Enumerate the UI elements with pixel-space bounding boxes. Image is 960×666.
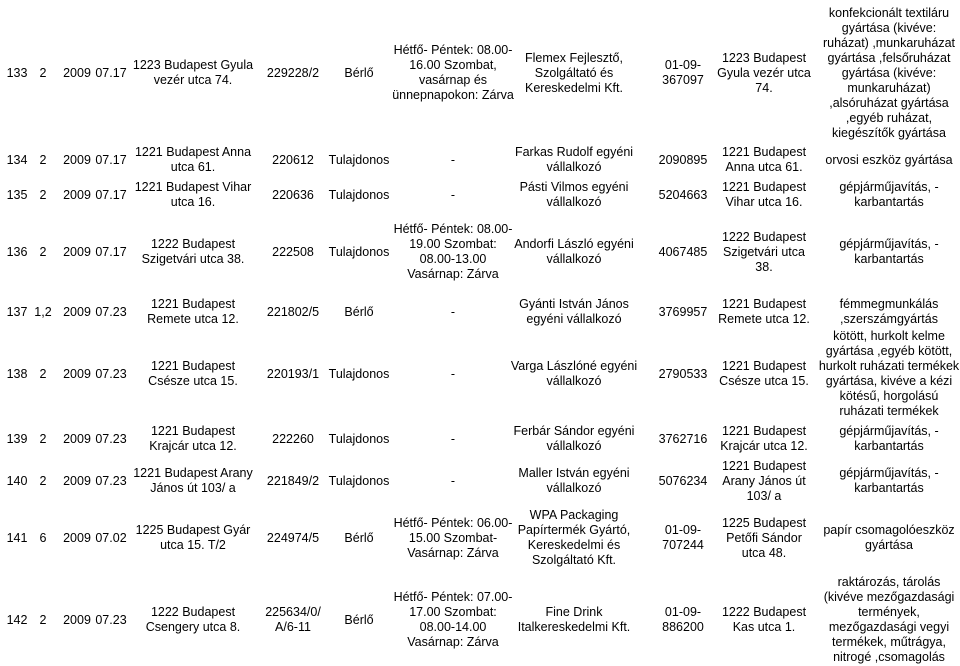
seat-address: 1221 Budapest Arany János út 103/ a (721, 458, 807, 503)
operator-name: Varga Lászlóné egyéni vállalkozó (510, 359, 638, 388)
category: 2 (39, 65, 47, 80)
category: 1,2 (34, 304, 52, 319)
table-row (0, 574, 960, 666)
category: 2 (39, 187, 47, 202)
registration-number: 2090895 (658, 152, 708, 167)
operator-name: Pásti Vilmos egyéni vállalkozó (519, 180, 629, 209)
table-row (0, 460, 960, 502)
operator-name: Gyánti István János egyéni vállalkozó (519, 297, 629, 326)
registration-number: 01-09-367097 (662, 58, 704, 87)
opening-hours: - (450, 152, 456, 167)
category: 2 (39, 612, 47, 627)
seat-address: 1221 Budapest Remete utca 12. (718, 297, 810, 326)
legal-status: Tulajdonos (328, 431, 390, 446)
category: 2 (39, 473, 47, 488)
row-number: 137 (6, 304, 28, 319)
legal-status: Bérlő (344, 304, 374, 319)
table-row (0, 178, 960, 212)
site-address: 1221 Budapest Krajcár utca 12. (149, 424, 237, 453)
parcel-number: 221802/5 (266, 304, 320, 319)
opening-hours: - (450, 366, 456, 381)
date: 07.23 (95, 473, 127, 488)
registration-number: 3762716 (658, 431, 708, 446)
site-address: 1225 Budapest Gyár utca 15. T/2 (135, 523, 251, 552)
seat-address: 1221 Budapest Anna utca 61. (721, 145, 807, 174)
year: 2009 (63, 612, 91, 627)
site-address: 1221 Budapest Arany János út 103/ a (133, 466, 253, 495)
activity: gépjárműjavítás, - karbantartás (839, 237, 939, 266)
opening-hours: Hétfő- Péntek: 06.00-15.00 Szombat- Vasárnap: Zárva (393, 515, 513, 560)
operator-name: Maller István egyéni vállalkozó (518, 466, 630, 495)
row-number: 135 (6, 187, 28, 202)
table-row (0, 212, 960, 292)
activity: gépjárműjavítás, - karbantartás (839, 424, 939, 453)
site-address: 1221 Budapest Anna utca 61. (134, 145, 252, 174)
year: 2009 (63, 431, 91, 446)
registration-number: 01-09-707244 (662, 523, 704, 552)
activity: fémmegmunkálás ,szerszámgyártás (839, 297, 939, 326)
row-number: 142 (6, 612, 28, 627)
seat-address: 1222 Budapest Szigetvári utca 38. (721, 229, 807, 274)
legal-status: Bérlő (344, 530, 374, 545)
table-row (0, 292, 960, 332)
year: 2009 (63, 65, 91, 80)
seat-address: 1223 Budapest Gyula vezér utca 74. (717, 50, 811, 95)
date: 07.17 (95, 187, 127, 202)
opening-hours: - (450, 431, 456, 446)
parcel-number: 222260 (272, 431, 314, 446)
site-address: 1221 Budapest Vihar utca 16. (134, 180, 252, 209)
operator-name: Flemex Fejlesztő, Szolgáltató és Kereskedelmi Kft. (525, 50, 623, 95)
date: 07.23 (95, 431, 127, 446)
activity: orvosi eszköz gyártása (825, 152, 953, 167)
operator-name: Ferbár Sándor egyéni vállalkozó (513, 424, 635, 453)
operator-name: Andorfi László egyéni vállalkozó (514, 237, 634, 266)
site-address: 1223 Budapest Gyula vezér utca 74. (132, 58, 254, 87)
parcel-number: 221849/2 (266, 473, 320, 488)
year: 2009 (63, 473, 91, 488)
operator-name: Fine Drink Italkereskedelmi Kft. (517, 605, 631, 634)
parcel-number: 220612 (272, 152, 314, 167)
activity: kötött, hurkolt kelme gyártása ,egyéb kötött, hurkolt ruházati termékek gyártása, kivéve a kézi kötésű, horgolású ruházati termékek (818, 329, 960, 418)
year: 2009 (63, 530, 91, 545)
registration-number: 01-09-886200 (662, 605, 704, 634)
registration-number: 4067485 (658, 244, 708, 259)
seat-address: 1221 Budapest Krajcár utca 12. (720, 424, 808, 453)
site-address: 1221 Budapest Remete utca 12. (147, 297, 239, 326)
year: 2009 (63, 366, 91, 381)
category: 2 (39, 431, 47, 446)
seat-address: 1221 Budapest Csésze utca 15. (719, 359, 809, 388)
table-row (0, 0, 960, 146)
date: 07.23 (95, 612, 127, 627)
seat-address: 1222 Budapest Kas utca 1. (721, 605, 807, 634)
date: 07.17 (95, 152, 127, 167)
activity: gépjárműjavítás, - karbantartás (839, 180, 939, 209)
row-number: 136 (6, 244, 28, 259)
year: 2009 (63, 304, 91, 319)
activity: raktározás, tárolás (kivéve mezőgazdasági termények, mezőgazdasági vegyi termékek, műtrágya, nitrogé ,csomagolás (823, 575, 955, 664)
site-address: 1222 Budapest Szigetvári utca 38. (141, 237, 245, 266)
activity: konfekcionált textiláru gyártása (kivéve: ruházat) ,munkaruházat gyártása ,felsőruházat gyártása (kivéve: munkaruházat) ,alsóruházat gyártása ,egyéb ruházat, kiegészítők gyártása (822, 5, 955, 140)
date: 07.02 (95, 530, 127, 545)
date: 07.17 (95, 244, 127, 259)
parcel-number: 220636 (272, 187, 314, 202)
table-row (0, 329, 960, 418)
table-row (0, 146, 960, 174)
category: 2 (39, 366, 47, 381)
parcel-number: 222508 (272, 244, 314, 259)
operator-name: Farkas Rudolf egyéni vállalkozó (514, 145, 634, 174)
row-number: 134 (6, 152, 28, 167)
date: 07.17 (95, 65, 127, 80)
parcel-number: 229228/2 (266, 65, 320, 80)
legal-status: Bérlő (344, 65, 374, 80)
table-row (0, 502, 960, 574)
legal-status: Tulajdonos (328, 187, 390, 202)
year: 2009 (63, 187, 91, 202)
site-address: 1222 Budapest Csengery utca 8. (145, 605, 241, 634)
activity: gépjárműjavítás, - karbantartás (839, 466, 939, 495)
year: 2009 (63, 244, 91, 259)
operator-name: WPA Packaging Papírtermék Gyártó, Kereskedelmi és Szolgáltató Kft. (517, 508, 631, 567)
parcel-number: 225634/0/ A/6-11 (265, 605, 321, 634)
table-row (0, 420, 960, 458)
row-number: 133 (6, 65, 28, 80)
opening-hours: Hétfő- Péntek: 08.00-19.00 Szombat: 08.00-13.00 Vasárnap: Zárva (393, 222, 513, 281)
registration-number: 5076234 (658, 473, 708, 488)
seat-address: 1221 Budapest Vihar utca 16. (721, 180, 807, 209)
row-number: 141 (6, 530, 28, 545)
date: 07.23 (95, 366, 127, 381)
legal-status: Bérlő (344, 612, 374, 627)
row-number: 138 (6, 366, 28, 381)
opening-hours: - (450, 187, 456, 202)
opening-hours: Hétfő- Péntek: 07.00-17.00 Szombat: 08.00-14.00 Vasárnap: Zárva (393, 590, 513, 649)
category: 2 (39, 244, 47, 259)
legal-status: Tulajdonos (328, 366, 390, 381)
opening-hours: Hétfő- Péntek: 08.00-16.00 Szombat, vasárnap és ünnepnapokon: Zárva (392, 43, 514, 102)
category: 6 (39, 530, 47, 545)
row-number: 140 (6, 473, 28, 488)
registration-number: 2790533 (658, 366, 708, 381)
opening-hours: - (450, 473, 456, 488)
registration-number: 5204663 (658, 187, 708, 202)
opening-hours: - (450, 304, 456, 319)
legal-status: Tulajdonos (328, 244, 390, 259)
activity: papír csomagolóeszköz gyártása (823, 523, 955, 552)
year: 2009 (63, 152, 91, 167)
site-address: 1221 Budapest Csésze utca 15. (148, 359, 238, 388)
date: 07.23 (95, 304, 127, 319)
row-number: 139 (6, 431, 28, 446)
registration-number: 3769957 (658, 304, 708, 319)
category: 2 (39, 152, 47, 167)
legal-status: Tulajdonos (328, 152, 390, 167)
seat-address: 1225 Budapest Petőfi Sándor utca 48. (721, 515, 807, 560)
parcel-number: 224974/5 (266, 530, 320, 545)
legal-status: Tulajdonos (328, 473, 390, 488)
parcel-number: 220193/1 (266, 366, 320, 381)
